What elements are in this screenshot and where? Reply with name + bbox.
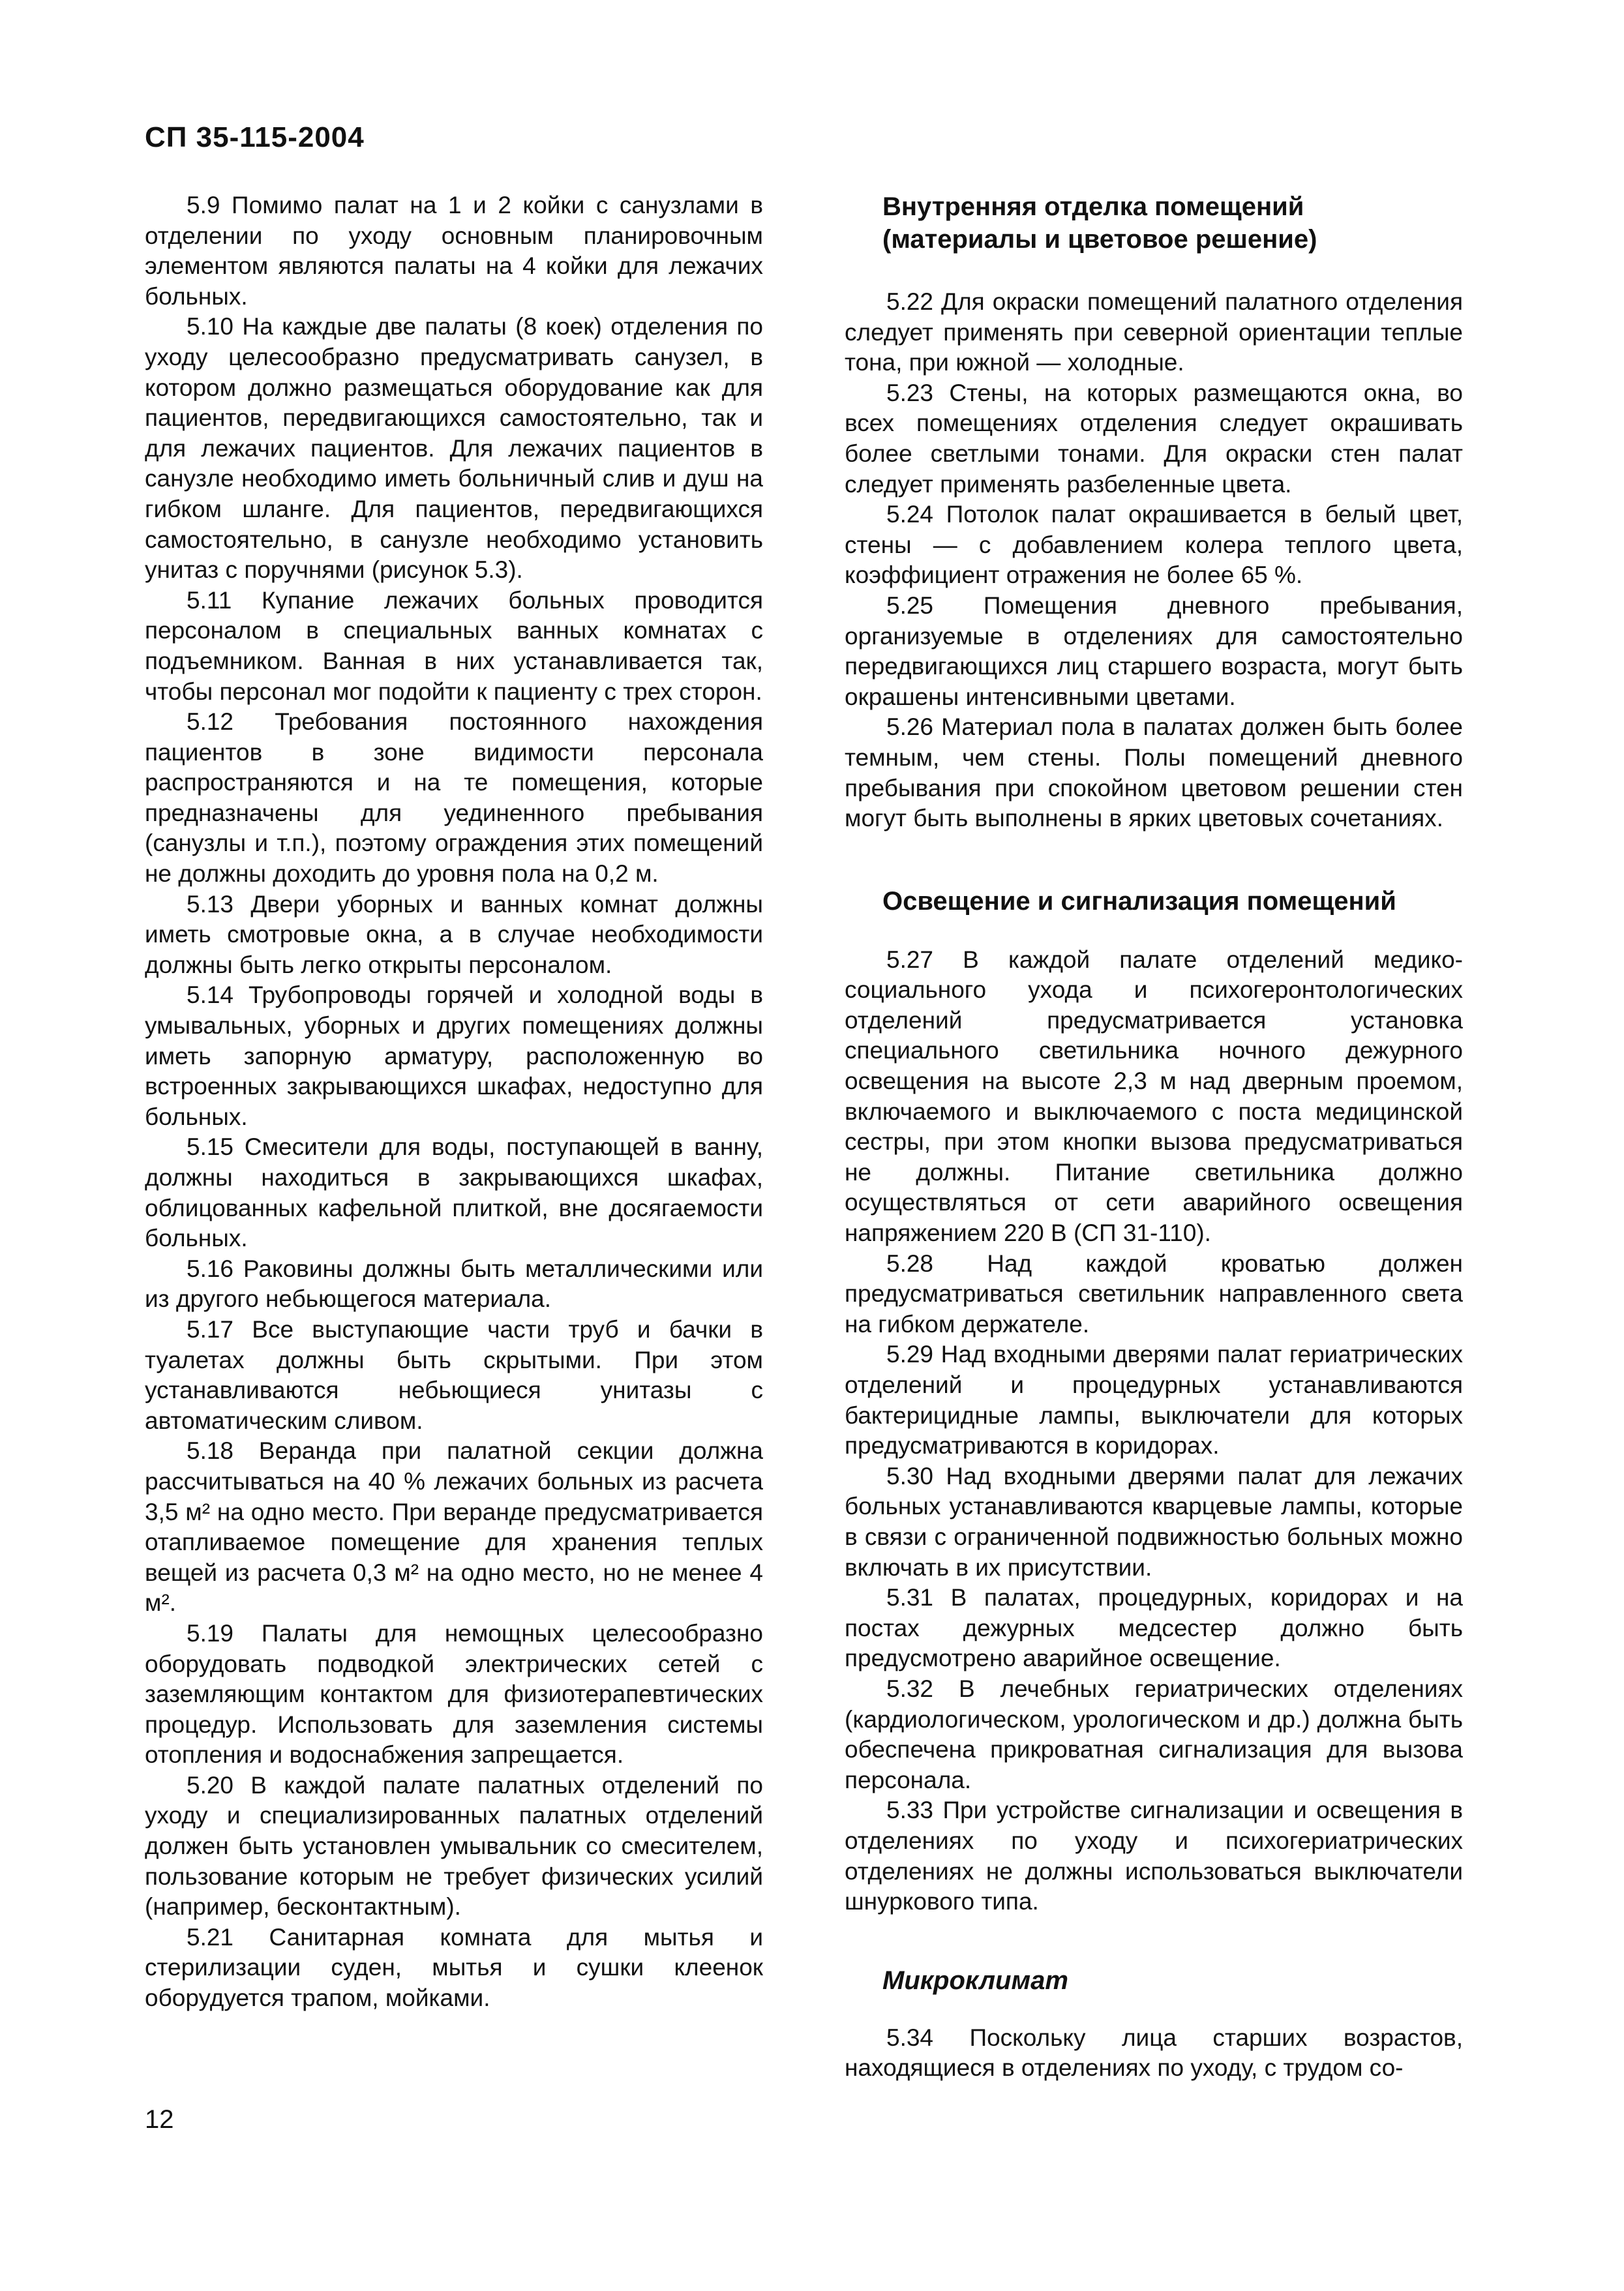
paragraph-5-27: 5.27 В каждой палате отделений медико-социального ухода и психогеронтологических отделений предусматривается установка специального светильника ночного дежурного освещения на высоте 2,3 м над дверным проемом, включаемого и выключаемого с поста медицинской сестры, при этом кнопки вызова предусматриваться не должны. Питание светильника должно осуществляться от сети аварийного освещения напряжением 220 В (СП 31-110). bbox=[845, 946, 1463, 1247]
paragraph-5-33: 5.33 При устройстве сигнализации и освещения в отделениях по уходу и психогериатрических отделениях не должны использоваться выключатели шнуркового типа. bbox=[845, 1797, 1463, 1915]
section-title-microclimate: Микроклимат bbox=[882, 1966, 1068, 1995]
paragraph-5-19: 5.19 Палаты для немощных целесообразно оборудовать подводкой электрических сетей с заземляющим контактом для физиотерапевтических процедур. Использовать для заземления системы отопления и водоснабжения запрещается. bbox=[145, 1619, 763, 1769]
right-column bbox=[845, 190, 1463, 2084]
paragraph-5-20: 5.20 В каждой палате палатных отделений по уходу и специализированных палатных отделений должен быть установлен умывальник со смесителем, пользование которым не требует физических усилий (например, бесконтактным). bbox=[145, 1771, 763, 1921]
paragraph-5-31: 5.31 В палатах, процедурных, коридорах и на постах дежурных медсестер должно быть предусмотрено аварийное освещение. bbox=[845, 1584, 1463, 1672]
paragraph-5-12: 5.12 Требования постоянного нахождения пациентов в зоне видимости персонала распространяются и на те помещения, которые предназначены для уединенного пребывания (санузлы и т.п.), поэтому ограждения этих помещений не должны доходить до уровня пола на 0,2 м. bbox=[145, 708, 763, 888]
paragraph-5-23: 5.23 Стены, на которых размещаются окна, во всех помещениях отделения следует окрашивать более светлыми тонами. Для окраски стен палат следует применять разбеленные цвета. bbox=[845, 379, 1463, 498]
paragraph-5-26: 5.26 Материал пола в палатах должен быть более темным, чем стены. Полы помещений дневного пребывания при спокойном цветовом решении стен могут быть выполнены в ярких цветовых сочетаниях. bbox=[845, 713, 1463, 832]
paragraph-5-14: 5.14 Трубопроводы горячей и холодной воды в умывальных, уборных и других помещениях должны иметь запорную арматуру, расположенную во встроенных закрывающихся шкафах, недоступно для больных. bbox=[145, 981, 763, 1130]
paragraph-5-34: 5.34 Поскольку лица старших возрастов, находящиеся в отделениях по уходу, с трудом со- bbox=[845, 2024, 1463, 2082]
paragraph-5-29: 5.29 Над входными дверями палат гериатрических отделений и процедурных устанавливаются бактерицидные лампы, выключатели для которых предусматриваются в коридорах. bbox=[845, 1341, 1463, 1460]
paragraph-5-17: 5.17 Все выступающие части труб и бачки в туалетах должны быть скрытыми. При этом устанавливаются небьющиеся унитазы с автоматическим сливом. bbox=[145, 1315, 763, 1434]
paragraph-5-11: 5.11 Купание лежачих больных проводится персоналом в специальных ванных комнатах с подъемником. Ванная в них устанавливается так, чтобы персонал мог подойти к пациенту с трех сторон. bbox=[145, 586, 763, 705]
paragraph-5-21: 5.21 Санитарная комната для мытья и стерилизации суден, мытья и сушки клеенок оборудуется трапом, мойками. bbox=[145, 1923, 763, 2012]
paragraph-5-25: 5.25 Помещения дневного пребывания, организуемые в отделениях для самостоятельно передвигающихся лиц старшего возраста, могут быть окрашены интенсивными цветами. bbox=[845, 591, 1463, 710]
paragraph-5-22: 5.22 Для окраски помещений палатного отделения следует применять при северной ориентации теплые тона, при южной — холодные. bbox=[845, 288, 1463, 376]
paragraph-5-18: 5.18 Веранда при палатной секции должна рассчитываться на 40 % лежачих больных из расчета 3,5 м² на одно место. При веранде предусматривается отапливаемое помещение для хранения теплых вещей из расчета 0,3 м² на одно место, но не менее 4 м². bbox=[145, 1437, 763, 1617]
paragraph-5-16: 5.16 Раковины должны быть металлическими или из другого небьющегося материала. bbox=[145, 1255, 763, 1313]
section-title-lighting-signaling: Освещение и сигнализация помещений bbox=[882, 886, 1396, 916]
left-column bbox=[145, 190, 763, 2014]
paragraph-5-32: 5.32 В лечебных гериатрических отделениях (кардиологическом, урологическом и др.) должна быть обеспечена прикроватная сигнализация для вызова персонала. bbox=[845, 1675, 1463, 1793]
paragraph-5-24: 5.24 Потолок палат окрашивается в белый цвет, стены — с добавлением колера теплого цвета, коэффициент отражения не более 65 %. bbox=[845, 501, 1463, 589]
paragraph-5-28: 5.28 Над каждой кроватью должен предусматриваться светильник направленного света на гибком держателе. bbox=[845, 1250, 1463, 1338]
paragraph-5-10: 5.10 На каждые две палаты (8 коек) отделения по уходу целесообразно предусматривать санузел, в котором должно размещаться оборудование как для пациентов, передвигающихся самостоятельно, так и для лежачих пациентов. Для лежачих пациентов в санузле необходимо иметь больничный слив и душ на гибком шланге. Для пациентов, передвигающихся самостоятельно, в санузле необходимо установить унитаз с поручнями (рисунок 5.3). bbox=[145, 313, 763, 584]
paragraph-5-15: 5.15 Смесители для воды, поступающей в ванну, должны находиться в закрывающихся шкафах, облицованных кафельной плиткой, вне досягаемости больных. bbox=[145, 1133, 763, 1252]
paragraph-5-30: 5.30 Над входными дверями палат для лежачих больных устанавливаются кварцевые лампы, которые в связи с ограниченной подвижностью больных можно включать в их присутствии. bbox=[845, 1462, 1463, 1581]
document-code: СП 35-115-2004 bbox=[145, 121, 365, 153]
section-title-interior-finish: Внутренняя отделка помещений (материалы и цветовое решение) bbox=[882, 192, 1317, 254]
paragraph-5-9: 5.9 Помимо палат на 1 и 2 койки с санузлами в отделении по уходу основным планировочным элементом являются палаты на 4 койки для лежачих больных. bbox=[145, 192, 763, 310]
paragraph-5-13: 5.13 Двери уборных и ванных комнат должны иметь смотровые окна, а в случае необходимости должны быть легко открыты персоналом. bbox=[145, 890, 763, 978]
page-number: 12 bbox=[145, 2105, 174, 2134]
